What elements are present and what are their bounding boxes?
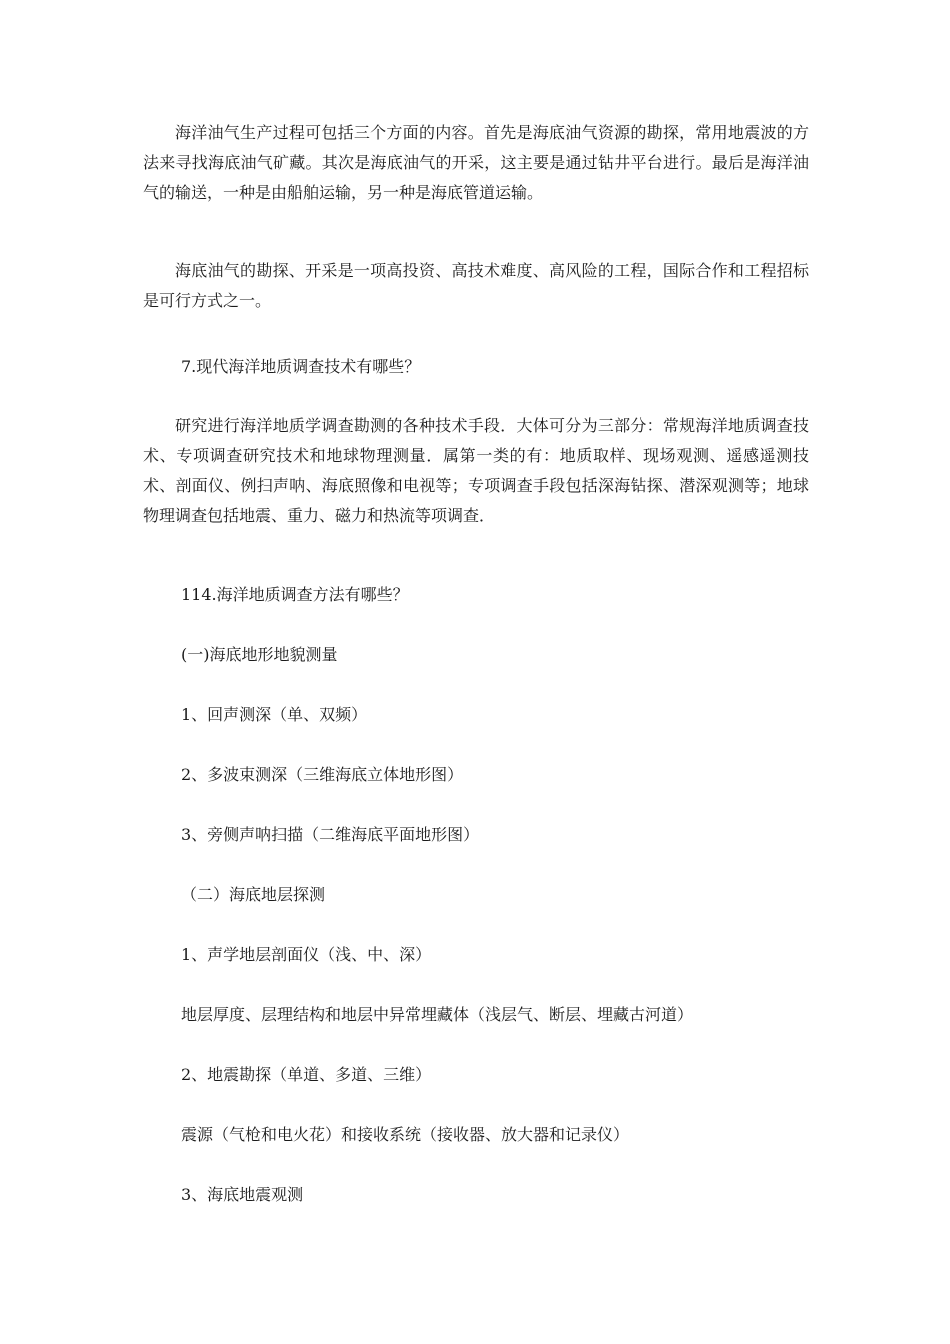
question-heading-114: 114.海洋地质调查方法有哪些？	[181, 585, 409, 604]
list-item-detail: 震源（气枪和电火花）和接收系统（接收器、放大器和记录仪）	[181, 1125, 630, 1144]
list-item: 2、地震勘探（单道、多道、三维）	[181, 1065, 432, 1084]
section-heading-topography: (一)海底地形地貌测量	[181, 645, 338, 664]
section-heading-strata: （二）海底地层探测	[181, 885, 326, 904]
question-heading-7: 7.现代海洋地质调查技术有哪些？	[181, 357, 421, 376]
list-item: 1、回声测深（单、双频）	[181, 705, 368, 724]
list-item: 3、旁侧声呐扫描（二维海底平面地形图）	[181, 825, 480, 844]
list-item: 2、多波束测深（三维海底立体地形图）	[181, 765, 464, 784]
list-item: 1、声学地层剖面仪（浅、中、深）	[181, 945, 432, 964]
paragraph-survey-techniques: 研究进行海洋地质学调查勘测的各种技术手段．大体可分为三部分：常规海洋地质调查技术、专项调查研究技术和地球物理测量．属第一类的有：地质取样、现场观测、遥感遥测技术、剖面仪、例扫声呐、海底照像和电视等；专项调查手段包括深海钻探、潜深观测等；地球物理调查包括地震、重力、磁力和热流等项调查．	[143, 416, 809, 525]
list-item: 3、海底地震观测	[181, 1185, 304, 1204]
paragraph-oil-gas-production: 海洋油气生产过程可包括三个方面的内容。首先是海底油气资源的勘探，常用地震波的方法来寻找海底油气矿藏。其次是海底油气的开采，这主要是通过钻井平台进行。最后是海洋油气的输送，一种是由船舶运输，另一种是海底管道运输。	[143, 123, 809, 202]
list-item-detail: 地层厚度、层理结构和地层中异常埋藏体（浅层气、断层、埋藏古河道）	[181, 1005, 694, 1024]
paragraph-oil-gas-exploration: 海底油气的勘探、开采是一项高投资、高技术难度、高风险的工程，国际合作和工程招标是可行方式之一。	[143, 261, 809, 310]
